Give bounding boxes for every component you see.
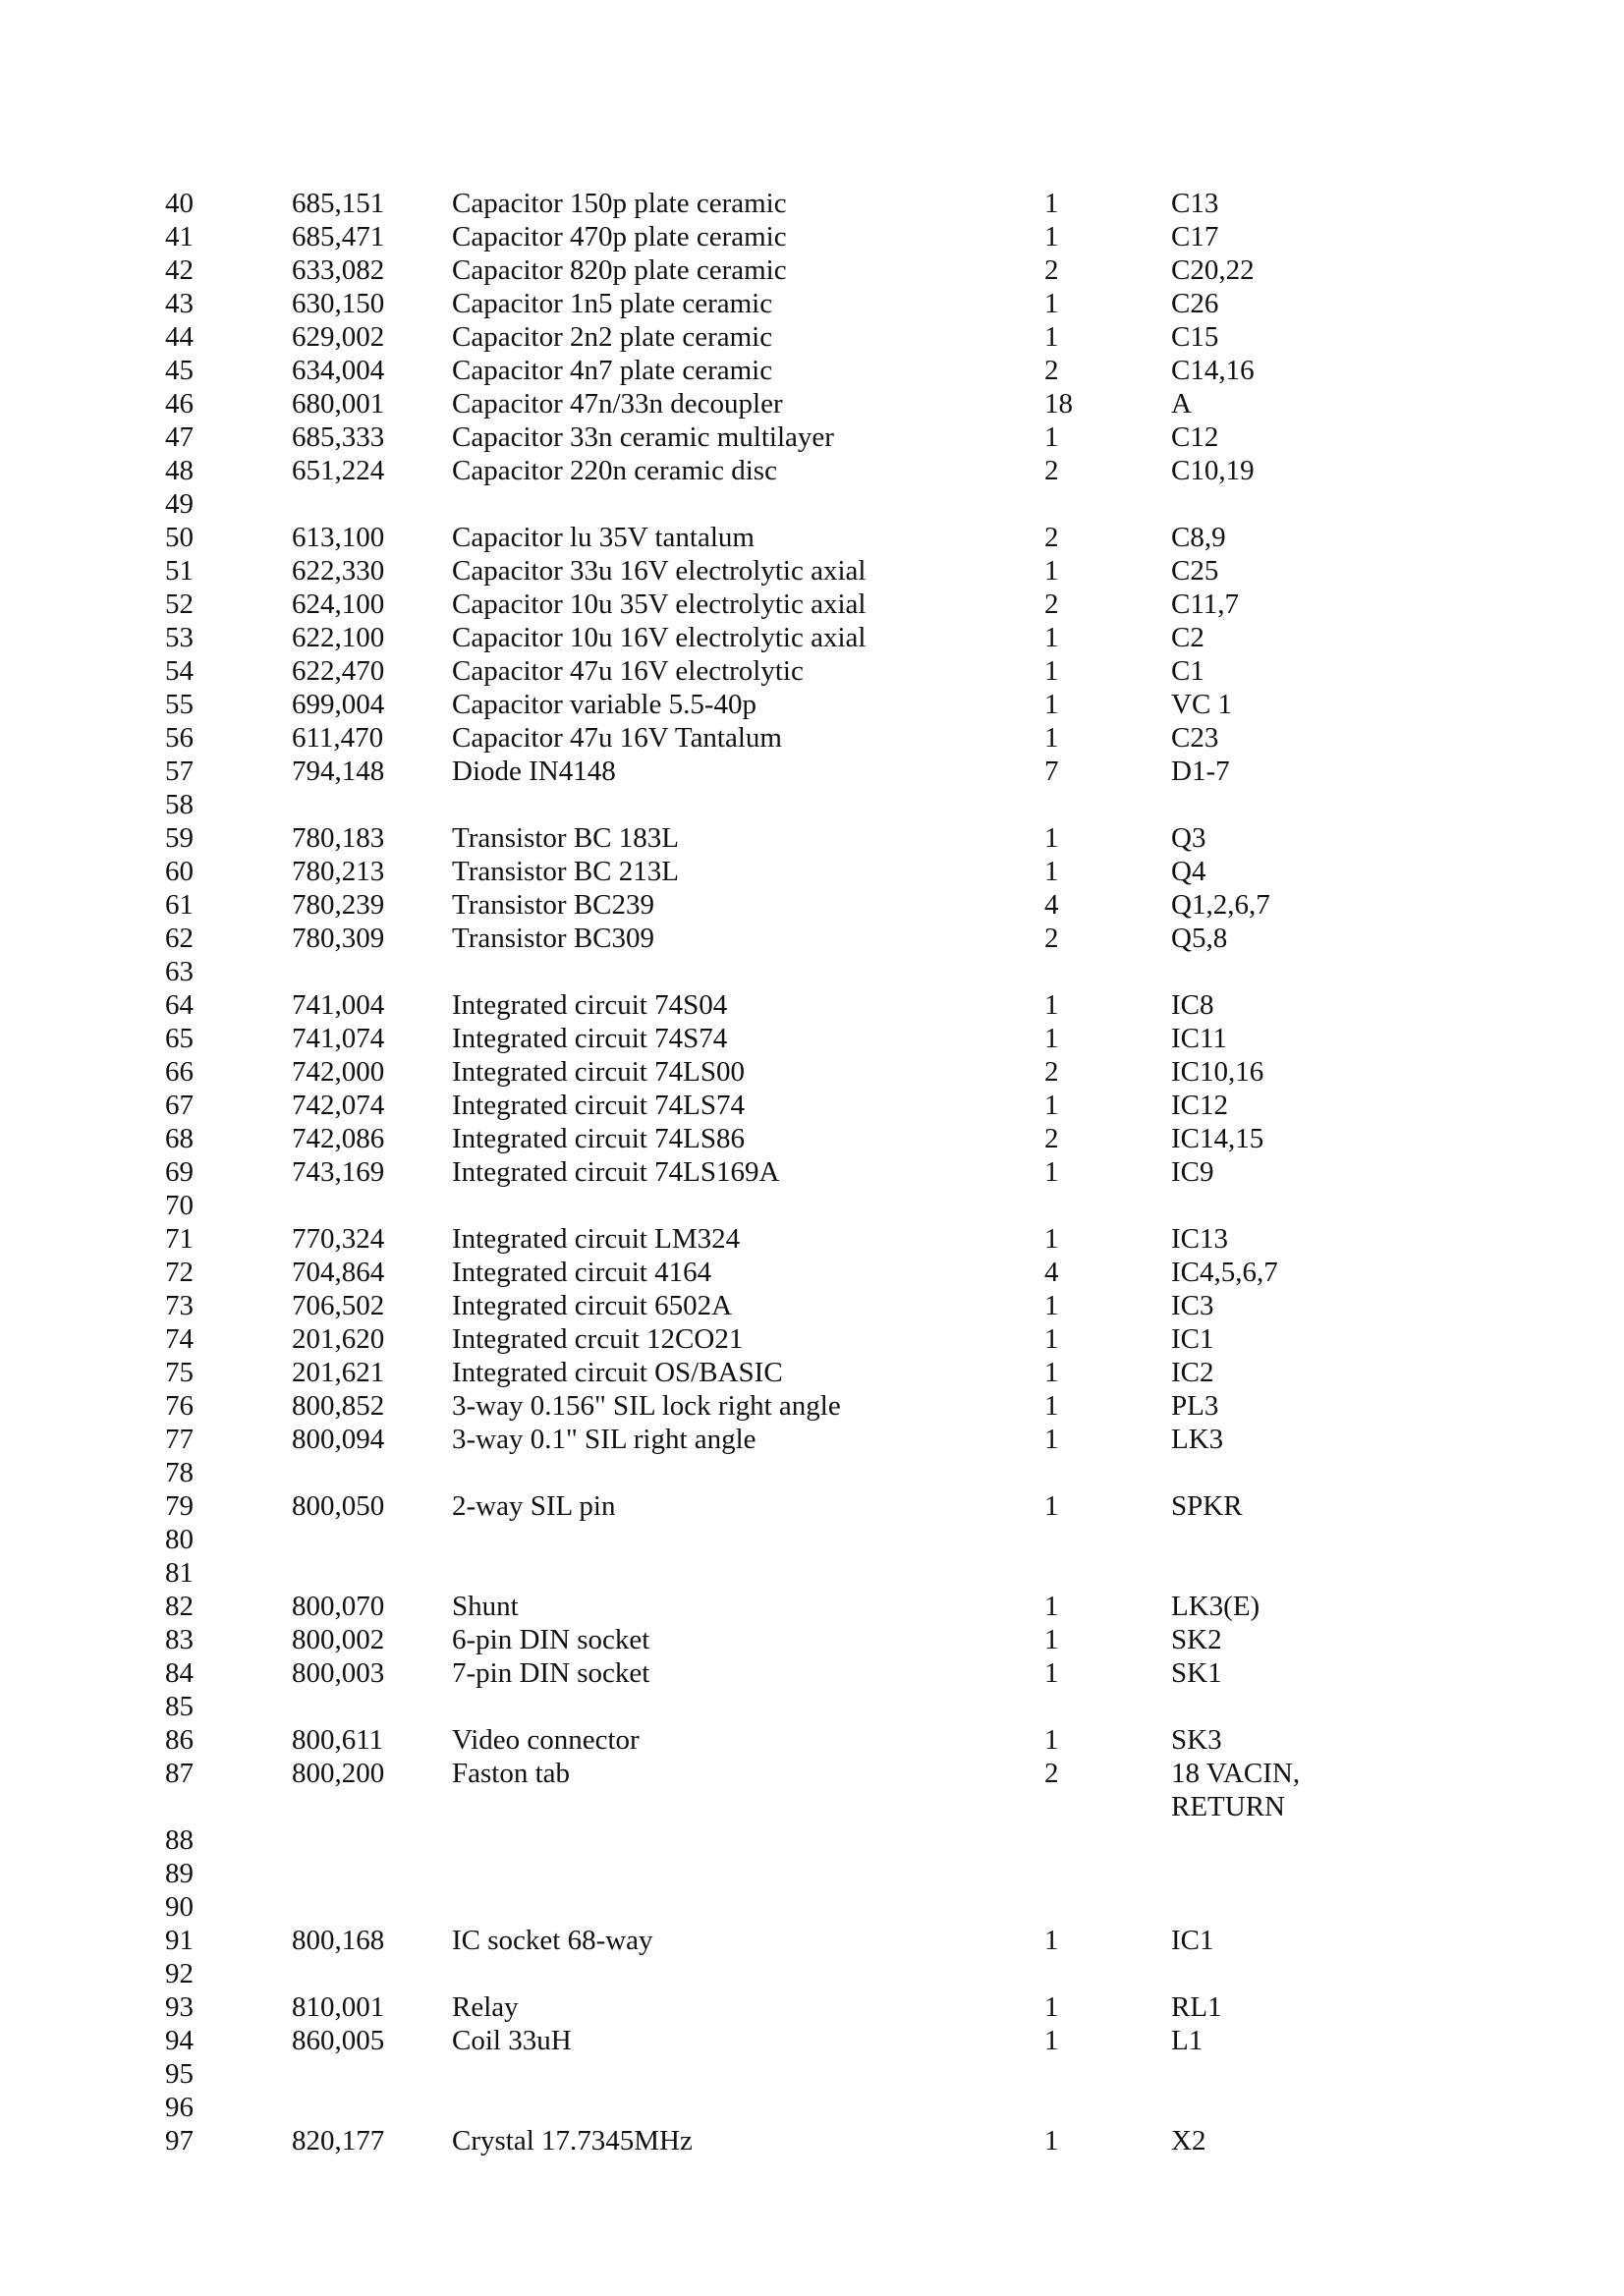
- line-number: 89: [165, 1858, 194, 1889]
- table-row: [0, 1122, 1624, 1155]
- table-row: [0, 1022, 1624, 1055]
- circuit-reference: IC12: [1171, 1090, 1228, 1121]
- circuit-reference: SK3: [1171, 1724, 1222, 1756]
- table-row: [0, 1757, 1624, 1823]
- circuit-reference: IC10,16: [1171, 1056, 1264, 1088]
- part-description: Integrated circuit 74LS00: [452, 1056, 745, 1088]
- line-number: 84: [165, 1657, 194, 1689]
- part-description: Transistor BC 183L: [452, 822, 679, 854]
- circuit-reference: LK3: [1171, 1424, 1224, 1455]
- line-number: 47: [165, 421, 194, 453]
- circuit-reference: C2: [1171, 622, 1204, 653]
- line-number: 69: [165, 1156, 194, 1188]
- table-row: [0, 187, 1624, 220]
- quantity: 1: [1044, 188, 1059, 219]
- quantity: 2: [1044, 588, 1059, 620]
- line-number: 61: [165, 889, 194, 921]
- quantity: 2: [1044, 1123, 1059, 1154]
- circuit-reference: C20,22: [1171, 254, 1255, 286]
- line-number: 97: [165, 2125, 194, 2156]
- table-row: [0, 1055, 1624, 1089]
- table-row: [0, 287, 1624, 320]
- circuit-reference: C8,9: [1171, 522, 1226, 553]
- part-description: Diode IN4148: [452, 756, 616, 787]
- table-row: [0, 2057, 1624, 2091]
- table-row: [0, 1924, 1624, 1957]
- part-number: 810,001: [292, 1991, 385, 2023]
- quantity: 7: [1044, 756, 1059, 787]
- table-row: [0, 1456, 1624, 1489]
- part-number: 630,150: [292, 288, 385, 319]
- quantity: 1: [1044, 655, 1059, 687]
- part-description: Capacitor 820p plate ceramic: [452, 254, 787, 286]
- part-description: Capacitor 47u 16V electrolytic: [452, 655, 804, 687]
- line-number: 87: [165, 1758, 194, 1789]
- part-number: 794,148: [292, 756, 385, 787]
- quantity: 1: [1044, 1090, 1059, 1121]
- line-number: 95: [165, 2058, 194, 2090]
- quantity: 1: [1044, 1290, 1059, 1321]
- part-description: Capacitor 10u 35V electrolytic axial: [452, 588, 867, 620]
- line-number: 51: [165, 555, 194, 587]
- part-description: Integrated circuit 4164: [452, 1257, 712, 1288]
- circuit-reference: IC3: [1171, 1290, 1214, 1321]
- quantity: 2: [1044, 254, 1059, 286]
- table-row: [0, 988, 1624, 1022]
- part-number: 780,213: [292, 856, 385, 887]
- table-row: [0, 922, 1624, 955]
- part-description: Coil 33uH: [452, 2025, 572, 2056]
- part-number: 741,074: [292, 1023, 385, 1054]
- part-number: 704,864: [292, 1257, 385, 1288]
- circuit-reference: C10,19: [1171, 455, 1255, 486]
- part-number: 680,001: [292, 388, 385, 420]
- part-description: Integrated circuit 6502A: [452, 1290, 733, 1321]
- part-number: 201,621: [292, 1357, 385, 1388]
- table-row: [0, 1523, 1624, 1556]
- part-number: 685,151: [292, 188, 385, 219]
- part-number: 800,852: [292, 1390, 385, 1422]
- quantity: 1: [1044, 1657, 1059, 1689]
- part-number: 685,471: [292, 221, 385, 252]
- line-number: 75: [165, 1357, 194, 1388]
- circuit-reference: D1-7: [1171, 756, 1230, 787]
- part-number: 800,094: [292, 1424, 385, 1455]
- table-row: [0, 2024, 1624, 2057]
- line-number: 81: [165, 1557, 194, 1589]
- table-row: [0, 1389, 1624, 1423]
- part-description: Integrated circuit 74LS169A: [452, 1156, 780, 1188]
- table-row: [0, 1423, 1624, 1456]
- circuit-reference: C12: [1171, 421, 1219, 453]
- quantity: 4: [1044, 889, 1059, 921]
- part-number: 742,000: [292, 1056, 385, 1088]
- table-row: [0, 1690, 1624, 1723]
- circuit-reference: SPKR: [1171, 1490, 1243, 1522]
- line-number: 94: [165, 2025, 194, 2056]
- part-number: 800,070: [292, 1591, 385, 1622]
- quantity: 1: [1044, 622, 1059, 653]
- line-number: 57: [165, 756, 194, 787]
- quantity: 1: [1044, 221, 1059, 252]
- table-row: [0, 688, 1624, 721]
- part-description: Crystal 17.7345MHz: [452, 2125, 693, 2156]
- quantity: 2: [1044, 1758, 1059, 1789]
- table-row: [0, 253, 1624, 287]
- line-number: 59: [165, 822, 194, 854]
- table-row: [0, 454, 1624, 487]
- line-number: 43: [165, 288, 194, 319]
- part-description: Transistor BC309: [452, 923, 655, 954]
- part-description: Capacitor 10u 16V electrolytic axial: [452, 622, 867, 653]
- line-number: 83: [165, 1624, 194, 1655]
- quantity: 1: [1044, 321, 1059, 353]
- table-row: [0, 721, 1624, 755]
- table-row: [0, 220, 1624, 253]
- line-number: 42: [165, 254, 194, 286]
- table-row: [0, 755, 1624, 788]
- circuit-reference: C11,7: [1171, 588, 1240, 620]
- part-number: 634,004: [292, 355, 385, 386]
- line-number: 88: [165, 1824, 194, 1856]
- circuit-reference: C1: [1171, 655, 1204, 687]
- table-row: [0, 387, 1624, 420]
- circuit-reference: LK3(E): [1171, 1591, 1260, 1622]
- quantity: 1: [1044, 689, 1059, 720]
- table-row: [0, 1289, 1624, 1322]
- circuit-reference: A: [1171, 388, 1192, 420]
- quantity: 18: [1044, 388, 1073, 420]
- part-number: 613,100: [292, 522, 385, 553]
- circuit-reference: L1: [1171, 2025, 1204, 2056]
- circuit-reference: C13: [1171, 188, 1219, 219]
- part-number: 622,330: [292, 555, 385, 587]
- line-number: 60: [165, 856, 194, 887]
- table-row: [0, 1656, 1624, 1690]
- line-number: 70: [165, 1190, 194, 1221]
- circuit-reference: Q1,2,6,7: [1171, 889, 1270, 921]
- quantity: 1: [1044, 2025, 1059, 2056]
- line-number: 41: [165, 221, 194, 252]
- line-number: 58: [165, 789, 194, 820]
- circuit-reference: VC 1: [1171, 689, 1233, 720]
- table-row: [0, 2124, 1624, 2157]
- part-number: 800,003: [292, 1657, 385, 1689]
- line-number: 48: [165, 455, 194, 486]
- table-row: [0, 487, 1624, 521]
- line-number: 73: [165, 1290, 194, 1321]
- part-description: 3-way 0.1" SIL right angle: [452, 1424, 756, 1455]
- table-row: [0, 1222, 1624, 1256]
- table-row: [0, 1857, 1624, 1890]
- circuit-reference: C26: [1171, 288, 1219, 319]
- table-row: [0, 1155, 1624, 1189]
- part-description: 2-way SIL pin: [452, 1490, 616, 1522]
- quantity: 1: [1044, 1424, 1059, 1455]
- part-number: 611,470: [292, 722, 384, 754]
- table-row: [0, 1990, 1624, 2024]
- table-row: [0, 621, 1624, 654]
- quantity: 1: [1044, 555, 1059, 587]
- circuit-reference: C17: [1171, 221, 1219, 252]
- part-number: 685,333: [292, 421, 385, 453]
- line-number: 96: [165, 2092, 194, 2123]
- quantity: 1: [1044, 1223, 1059, 1255]
- line-number: 40: [165, 188, 194, 219]
- line-number: 78: [165, 1457, 194, 1488]
- table-row: [0, 588, 1624, 621]
- part-number: 651,224: [292, 455, 385, 486]
- line-number: 54: [165, 655, 194, 687]
- line-number: 80: [165, 1524, 194, 1555]
- parts-list-table: [0, 187, 1624, 2157]
- line-number: 49: [165, 488, 194, 520]
- line-number: 91: [165, 1925, 194, 1956]
- quantity: 2: [1044, 522, 1059, 553]
- quantity: 1: [1044, 1323, 1059, 1355]
- circuit-reference: IC1: [1171, 1323, 1214, 1355]
- line-number: 56: [165, 722, 194, 754]
- part-description: Relay: [452, 1991, 519, 2023]
- line-number: 67: [165, 1090, 194, 1121]
- part-number: 741,004: [292, 989, 385, 1021]
- part-description: Shunt: [452, 1591, 519, 1622]
- circuit-reference: Q4: [1171, 856, 1206, 887]
- line-number: 44: [165, 321, 194, 353]
- quantity: 1: [1044, 1156, 1059, 1188]
- quantity: 1: [1044, 1624, 1059, 1655]
- circuit-reference: SK2: [1171, 1624, 1222, 1655]
- line-number: 64: [165, 989, 194, 1021]
- line-number: 82: [165, 1591, 194, 1622]
- part-description: Capacitor 47n/33n decoupler: [452, 388, 783, 420]
- part-description: Integrated circuit 74LS86: [452, 1123, 745, 1154]
- line-number: 71: [165, 1223, 194, 1255]
- line-number: 85: [165, 1691, 194, 1722]
- quantity: 1: [1044, 1925, 1059, 1956]
- line-number: 72: [165, 1257, 194, 1288]
- circuit-reference: IC9: [1171, 1156, 1214, 1188]
- part-description: Transistor BC 213L: [452, 856, 679, 887]
- part-number: 201,620: [292, 1323, 385, 1355]
- table-row: [0, 1823, 1624, 1857]
- part-number: 622,470: [292, 655, 385, 687]
- part-description: Integrated circuit 74S74: [452, 1023, 728, 1054]
- table-row: [0, 554, 1624, 588]
- quantity: 1: [1044, 1023, 1059, 1054]
- part-number: 622,100: [292, 622, 385, 653]
- table-row: [0, 955, 1624, 988]
- line-number: 46: [165, 388, 194, 420]
- circuit-reference: 18 VACIN, RETURN: [1171, 1758, 1301, 1822]
- line-number: 79: [165, 1490, 194, 1522]
- line-number: 90: [165, 1891, 194, 1923]
- part-description: Capacitor 220n ceramic disc: [452, 455, 777, 486]
- line-number: 77: [165, 1424, 194, 1455]
- table-row: [0, 888, 1624, 922]
- quantity: 1: [1044, 1357, 1059, 1388]
- part-description: Integrated circuit 74LS74: [452, 1090, 745, 1121]
- table-row: [0, 1322, 1624, 1356]
- part-number: 800,168: [292, 1925, 385, 1956]
- part-description: 3-way 0.156" SIL lock right angle: [452, 1390, 841, 1422]
- table-row: [0, 788, 1624, 821]
- part-description: Capacitor 33n ceramic multilayer: [452, 421, 834, 453]
- table-row: [0, 521, 1624, 554]
- part-description: Integrated crcuit 12CO21: [452, 1323, 744, 1355]
- part-number: 780,239: [292, 889, 385, 921]
- quantity: 2: [1044, 355, 1059, 386]
- quantity: 2: [1044, 923, 1059, 954]
- quantity: 1: [1044, 1390, 1059, 1422]
- part-description: Capacitor 150p plate ceramic: [452, 188, 787, 219]
- part-number: 629,002: [292, 321, 385, 353]
- quantity: 1: [1044, 288, 1059, 319]
- line-number: 52: [165, 588, 194, 620]
- circuit-reference: X2: [1171, 2125, 1206, 2156]
- line-number: 63: [165, 956, 194, 987]
- quantity: 4: [1044, 1257, 1059, 1288]
- circuit-reference: IC13: [1171, 1223, 1228, 1255]
- part-description: Integrated circuit OS/BASIC: [452, 1357, 783, 1388]
- quantity: 1: [1044, 722, 1059, 754]
- quantity: 1: [1044, 421, 1059, 453]
- part-number: 742,074: [292, 1090, 385, 1121]
- line-number: 86: [165, 1724, 194, 1756]
- quantity: 1: [1044, 1991, 1059, 2023]
- table-row: [0, 1623, 1624, 1656]
- line-number: 62: [165, 923, 194, 954]
- line-number: 55: [165, 689, 194, 720]
- part-description: IC socket 68-way: [452, 1925, 653, 1956]
- line-number: 53: [165, 622, 194, 653]
- circuit-reference: C25: [1171, 555, 1219, 587]
- table-row: [0, 1189, 1624, 1222]
- circuit-reference: SK1: [1171, 1657, 1222, 1689]
- circuit-reference: C15: [1171, 321, 1219, 353]
- table-row: [0, 354, 1624, 387]
- part-number: 820,177: [292, 2125, 385, 2156]
- part-description: Video connector: [452, 1724, 640, 1756]
- table-row: [0, 654, 1624, 688]
- table-row: [0, 1890, 1624, 1924]
- circuit-reference: IC4,5,6,7: [1171, 1257, 1278, 1288]
- circuit-reference: Q3: [1171, 822, 1206, 854]
- part-description: Integrated circuit 74S04: [452, 989, 728, 1021]
- line-number: 68: [165, 1123, 194, 1154]
- part-description: 7-pin DIN socket: [452, 1657, 650, 1689]
- part-number: 742,086: [292, 1123, 385, 1154]
- quantity: 1: [1044, 1591, 1059, 1622]
- line-number: 45: [165, 355, 194, 386]
- quantity: 2: [1044, 1056, 1059, 1088]
- part-number: 800,050: [292, 1490, 385, 1522]
- part-number: 770,324: [292, 1223, 385, 1255]
- circuit-reference: C23: [1171, 722, 1219, 754]
- part-description: Capacitor 47u 16V Tantalum: [452, 722, 782, 754]
- quantity: 1: [1044, 856, 1059, 887]
- part-number: 706,502: [292, 1290, 385, 1321]
- line-number: 74: [165, 1323, 194, 1355]
- quantity: 1: [1044, 1724, 1059, 1756]
- circuit-reference: Q5,8: [1171, 923, 1228, 954]
- part-description: Capacitor variable 5.5-40p: [452, 689, 757, 720]
- line-number: 66: [165, 1056, 194, 1088]
- circuit-reference: IC2: [1171, 1357, 1214, 1388]
- quantity: 1: [1044, 822, 1059, 854]
- circuit-reference: IC14,15: [1171, 1123, 1264, 1154]
- line-number: 76: [165, 1390, 194, 1422]
- part-description: Capacitor 4n7 plate ceramic: [452, 355, 773, 386]
- table-row: [0, 1556, 1624, 1590]
- table-row: [0, 855, 1624, 888]
- line-number: 50: [165, 522, 194, 553]
- line-number: 93: [165, 1991, 194, 2023]
- circuit-reference: PL3: [1171, 1390, 1219, 1422]
- part-description: Integrated circuit LM324: [452, 1223, 741, 1255]
- part-number: 780,309: [292, 923, 385, 954]
- part-number: 743,169: [292, 1156, 385, 1188]
- part-description: Capacitor 2n2 plate ceramic: [452, 321, 773, 353]
- part-description: Capacitor 470p plate ceramic: [452, 221, 787, 252]
- part-number: 800,002: [292, 1624, 385, 1655]
- part-description: Capacitor 33u 16V electrolytic axial: [452, 555, 867, 587]
- part-number: 624,100: [292, 588, 385, 620]
- part-description: 6-pin DIN socket: [452, 1624, 650, 1655]
- part-number: 860,005: [292, 2025, 385, 2056]
- circuit-reference: IC8: [1171, 989, 1214, 1021]
- part-description: Capacitor 1n5 plate ceramic: [452, 288, 773, 319]
- part-number: 633,082: [292, 254, 385, 286]
- table-row: [0, 1723, 1624, 1757]
- table-row: [0, 1256, 1624, 1289]
- part-number: 699,004: [292, 689, 385, 720]
- circuit-reference: C14,16: [1171, 355, 1255, 386]
- quantity: 1: [1044, 2125, 1059, 2156]
- circuit-reference: IC11: [1171, 1023, 1227, 1054]
- table-row: [0, 1957, 1624, 1990]
- circuit-reference: RL1: [1171, 1991, 1222, 2023]
- line-number: 65: [165, 1023, 194, 1054]
- table-row: [0, 1590, 1624, 1623]
- table-row: [0, 1356, 1624, 1389]
- table-row: [0, 320, 1624, 354]
- part-number: 800,611: [292, 1724, 384, 1756]
- quantity: 1: [1044, 1490, 1059, 1522]
- part-number: 780,183: [292, 822, 385, 854]
- part-description: Faston tab: [452, 1758, 571, 1789]
- table-row: [0, 2091, 1624, 2124]
- table-row: [0, 420, 1624, 454]
- table-row: [0, 821, 1624, 855]
- circuit-reference: IC1: [1171, 1925, 1214, 1956]
- table-row: [0, 1089, 1624, 1122]
- table-row: [0, 1489, 1624, 1523]
- part-description: Transistor BC239: [452, 889, 655, 921]
- quantity: 2: [1044, 455, 1059, 486]
- quantity: 1: [1044, 989, 1059, 1021]
- part-number: 800,200: [292, 1758, 385, 1789]
- part-description: Capacitor lu 35V tantalum: [452, 522, 755, 553]
- line-number: 92: [165, 1958, 194, 1989]
